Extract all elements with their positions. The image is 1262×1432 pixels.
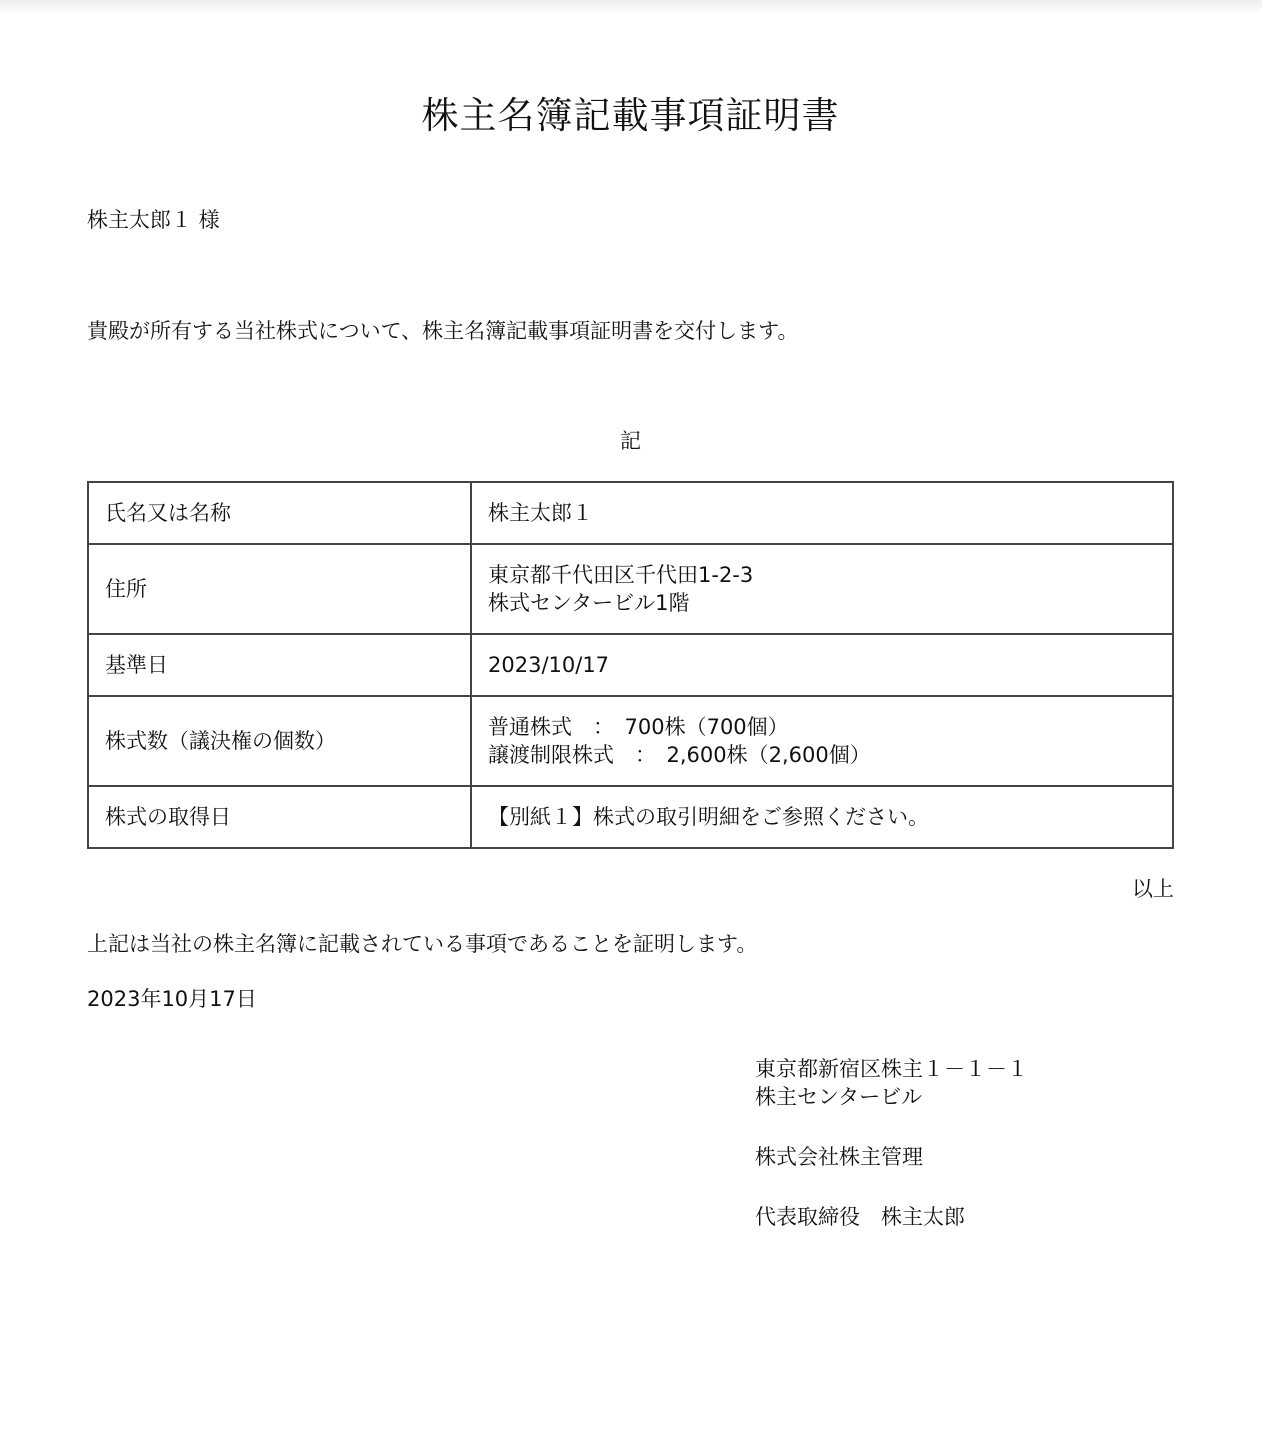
table-row	[88, 634, 1173, 696]
table-label-name: 氏名又は名称	[88, 482, 471, 544]
table-row	[88, 544, 1173, 634]
value-line: 株式センタービル1階	[488, 591, 690, 615]
value-line: 譲渡制限株式 ： 2,600株（2,600個）	[488, 743, 871, 767]
intro-text: 貴殿が所有する当社株式について、株主名簿記載事項証明書を交付します。	[87, 319, 799, 343]
issuer-address-line2: 株主センタービル	[755, 1085, 923, 1109]
document-title: 株主名簿記載事項証明書	[421, 94, 840, 137]
table-value-record-date	[471, 634, 1173, 696]
table-row	[88, 696, 1173, 786]
table-value-acquisition-date	[471, 786, 1173, 848]
table-value-name	[471, 482, 1173, 544]
value-line: 【別紙１】株式の取引明細をご参照ください。	[488, 805, 929, 829]
issuer-block	[755, 1055, 1028, 1231]
issuer-representative	[755, 1203, 1028, 1231]
issuer-address-line1: 東京都新宿区株主１－１－１	[755, 1057, 1028, 1081]
value-line: 普通株式 ： 700株（700個）	[488, 715, 789, 739]
issuer-representative-name: 代表取締役 株主太郎	[755, 1205, 965, 1229]
issuer-address	[755, 1055, 1028, 1111]
table-label-record-date: 基準日	[88, 634, 471, 696]
issuer-company	[755, 1143, 1028, 1171]
table-value-address	[471, 544, 1173, 634]
table-label-acquisition-date: 株式の取得日	[88, 786, 471, 848]
ki-heading: 記	[620, 429, 641, 453]
table-value-share-count	[471, 696, 1173, 786]
addressee: 株主太郎１ 様	[87, 208, 220, 232]
certification-statement: 上記は当社の株主名簿に記載されている事項であることを証明します。	[87, 932, 758, 956]
issuer-company-name: 株式会社株主管理	[755, 1145, 923, 1169]
issue-date: 2023年10月17日	[87, 987, 257, 1011]
table-label-share-count: 株式数（議決権の個数）	[88, 696, 471, 786]
value-line: 2023/10/17	[488, 653, 610, 677]
table-row	[88, 786, 1173, 848]
shareholder-info-table	[87, 481, 1174, 849]
value-line: 株主太郎１	[488, 501, 593, 525]
value-line: 東京都千代田区千代田1-2-3	[488, 563, 754, 587]
page-top-shadow	[0, 0, 1262, 14]
table-row	[88, 482, 1173, 544]
table-label-address: 住所	[88, 544, 471, 634]
ijo-closing: 以上	[1132, 877, 1174, 901]
